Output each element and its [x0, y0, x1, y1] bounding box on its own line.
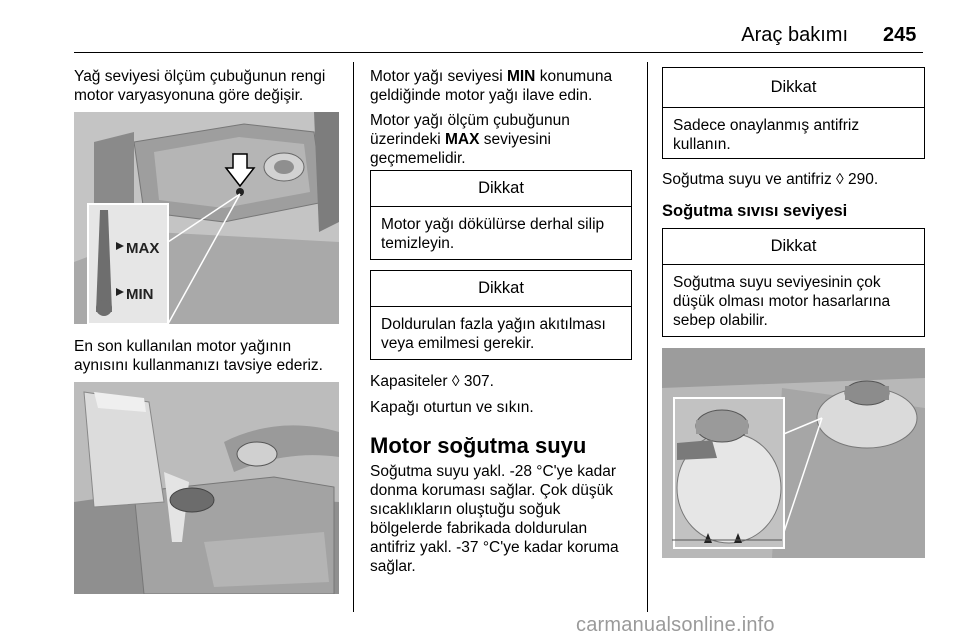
page-number: 245 [883, 24, 917, 46]
text-line: Soğutma suyu seviyesinin çok [673, 274, 881, 291]
text-line: Motor yağı dökülürse derhal silip [381, 216, 605, 233]
section-heading-coolant: Motor soğutma suyu [370, 433, 587, 458]
cap-instruction [370, 398, 534, 417]
caution-body [663, 265, 924, 330]
min-term: MIN [506, 68, 536, 85]
text-line: Soğutma suyu ve antifriz ◊ 290. [662, 171, 879, 188]
text-line: En son kullanılan motor yağının [74, 338, 292, 355]
text-line: donma koruması sağlar. Çok düşük [370, 482, 613, 499]
subheading-coolant-level: Soğutma sıvısı seviyesi [662, 202, 848, 220]
max-term: MAX [444, 131, 480, 148]
header-rule [74, 52, 923, 53]
dipstick-min-label: MIN [126, 286, 154, 303]
text-line: kullanın. [673, 136, 731, 153]
text-segment: Motor yağı seviyesi [370, 68, 507, 85]
text-line: Soğutma suyu yakl. -28 °C'ye kadar [370, 463, 617, 480]
text-line: motor varyasyonuna göre değişir. [74, 87, 304, 104]
text-line: Sadece onaylanmış antifriz [673, 117, 860, 134]
text-line: temizleyin. [381, 235, 455, 252]
text-segment: seviyesini [479, 131, 551, 148]
coolant-protection-paragraph [370, 462, 619, 576]
oil-filling-photo [74, 382, 339, 594]
oil-recommendation-paragraph [74, 337, 323, 375]
dipstick-engine-photo [74, 112, 339, 324]
caution-title: Dikkat [371, 171, 631, 207]
caution-box-approved-antifreeze [662, 67, 925, 159]
column-divider-right [647, 62, 648, 612]
text-line: Doldurulan fazla yağın akıtılması [381, 316, 606, 333]
text-line: düşük olması motor hasarlarına [673, 293, 891, 310]
capacities-reference [370, 372, 494, 391]
text-line: sağlar. [370, 558, 416, 575]
min-level-paragraph [370, 67, 612, 105]
text-line: aynısını kullanmanızı tavsiye ederiz. [74, 357, 323, 374]
coolant-reservoir-photo [662, 348, 925, 558]
text-line: Motor yağı ölçüm çubuğunun [370, 112, 570, 129]
caution-body [371, 207, 631, 253]
caution-box-oil-spill [370, 170, 632, 260]
text-line: geldiğinde motor yağı ilave edin. [370, 87, 593, 104]
caution-title: Dikkat [663, 68, 924, 108]
text-line: sıcaklıkların oluştuğu soğuk [370, 501, 561, 518]
text-line: Kapasiteler ◊ 307. [370, 373, 494, 390]
max-level-paragraph [370, 111, 570, 168]
text-segment: üzerindeki [370, 131, 445, 148]
text-line: sebep olabilir. [673, 312, 768, 329]
caution-body [371, 307, 631, 353]
caution-box-excess-oil [370, 270, 632, 360]
caution-title: Dikkat [371, 271, 631, 307]
caution-body [663, 108, 924, 154]
dipstick-max-label: MAX [126, 240, 160, 257]
dipstick-color-paragraph [74, 67, 325, 105]
coolant-antifreeze-reference [662, 170, 878, 189]
text-segment: konumuna [535, 68, 613, 85]
column-divider-left [353, 62, 354, 612]
text-line: antifriz yakl. -37 °C'ye kadar koruma [370, 539, 619, 556]
text-line: Kapağı oturtun ve sıkın. [370, 399, 534, 416]
running-header-title: Araç bakımı [741, 24, 848, 46]
text-line: bölgelerde fabrikada doldurulan [370, 520, 588, 537]
caution-title: Dikkat [663, 229, 924, 265]
text-line: Yağ seviyesi ölçüm çubuğunun rengi [74, 68, 326, 85]
watermark: carmanualsonline.info [576, 614, 775, 636]
text-line: veya emilmesi gerekir. [381, 335, 535, 352]
caution-box-low-coolant [662, 228, 925, 337]
text-line: geçmemelidir. [370, 150, 466, 167]
